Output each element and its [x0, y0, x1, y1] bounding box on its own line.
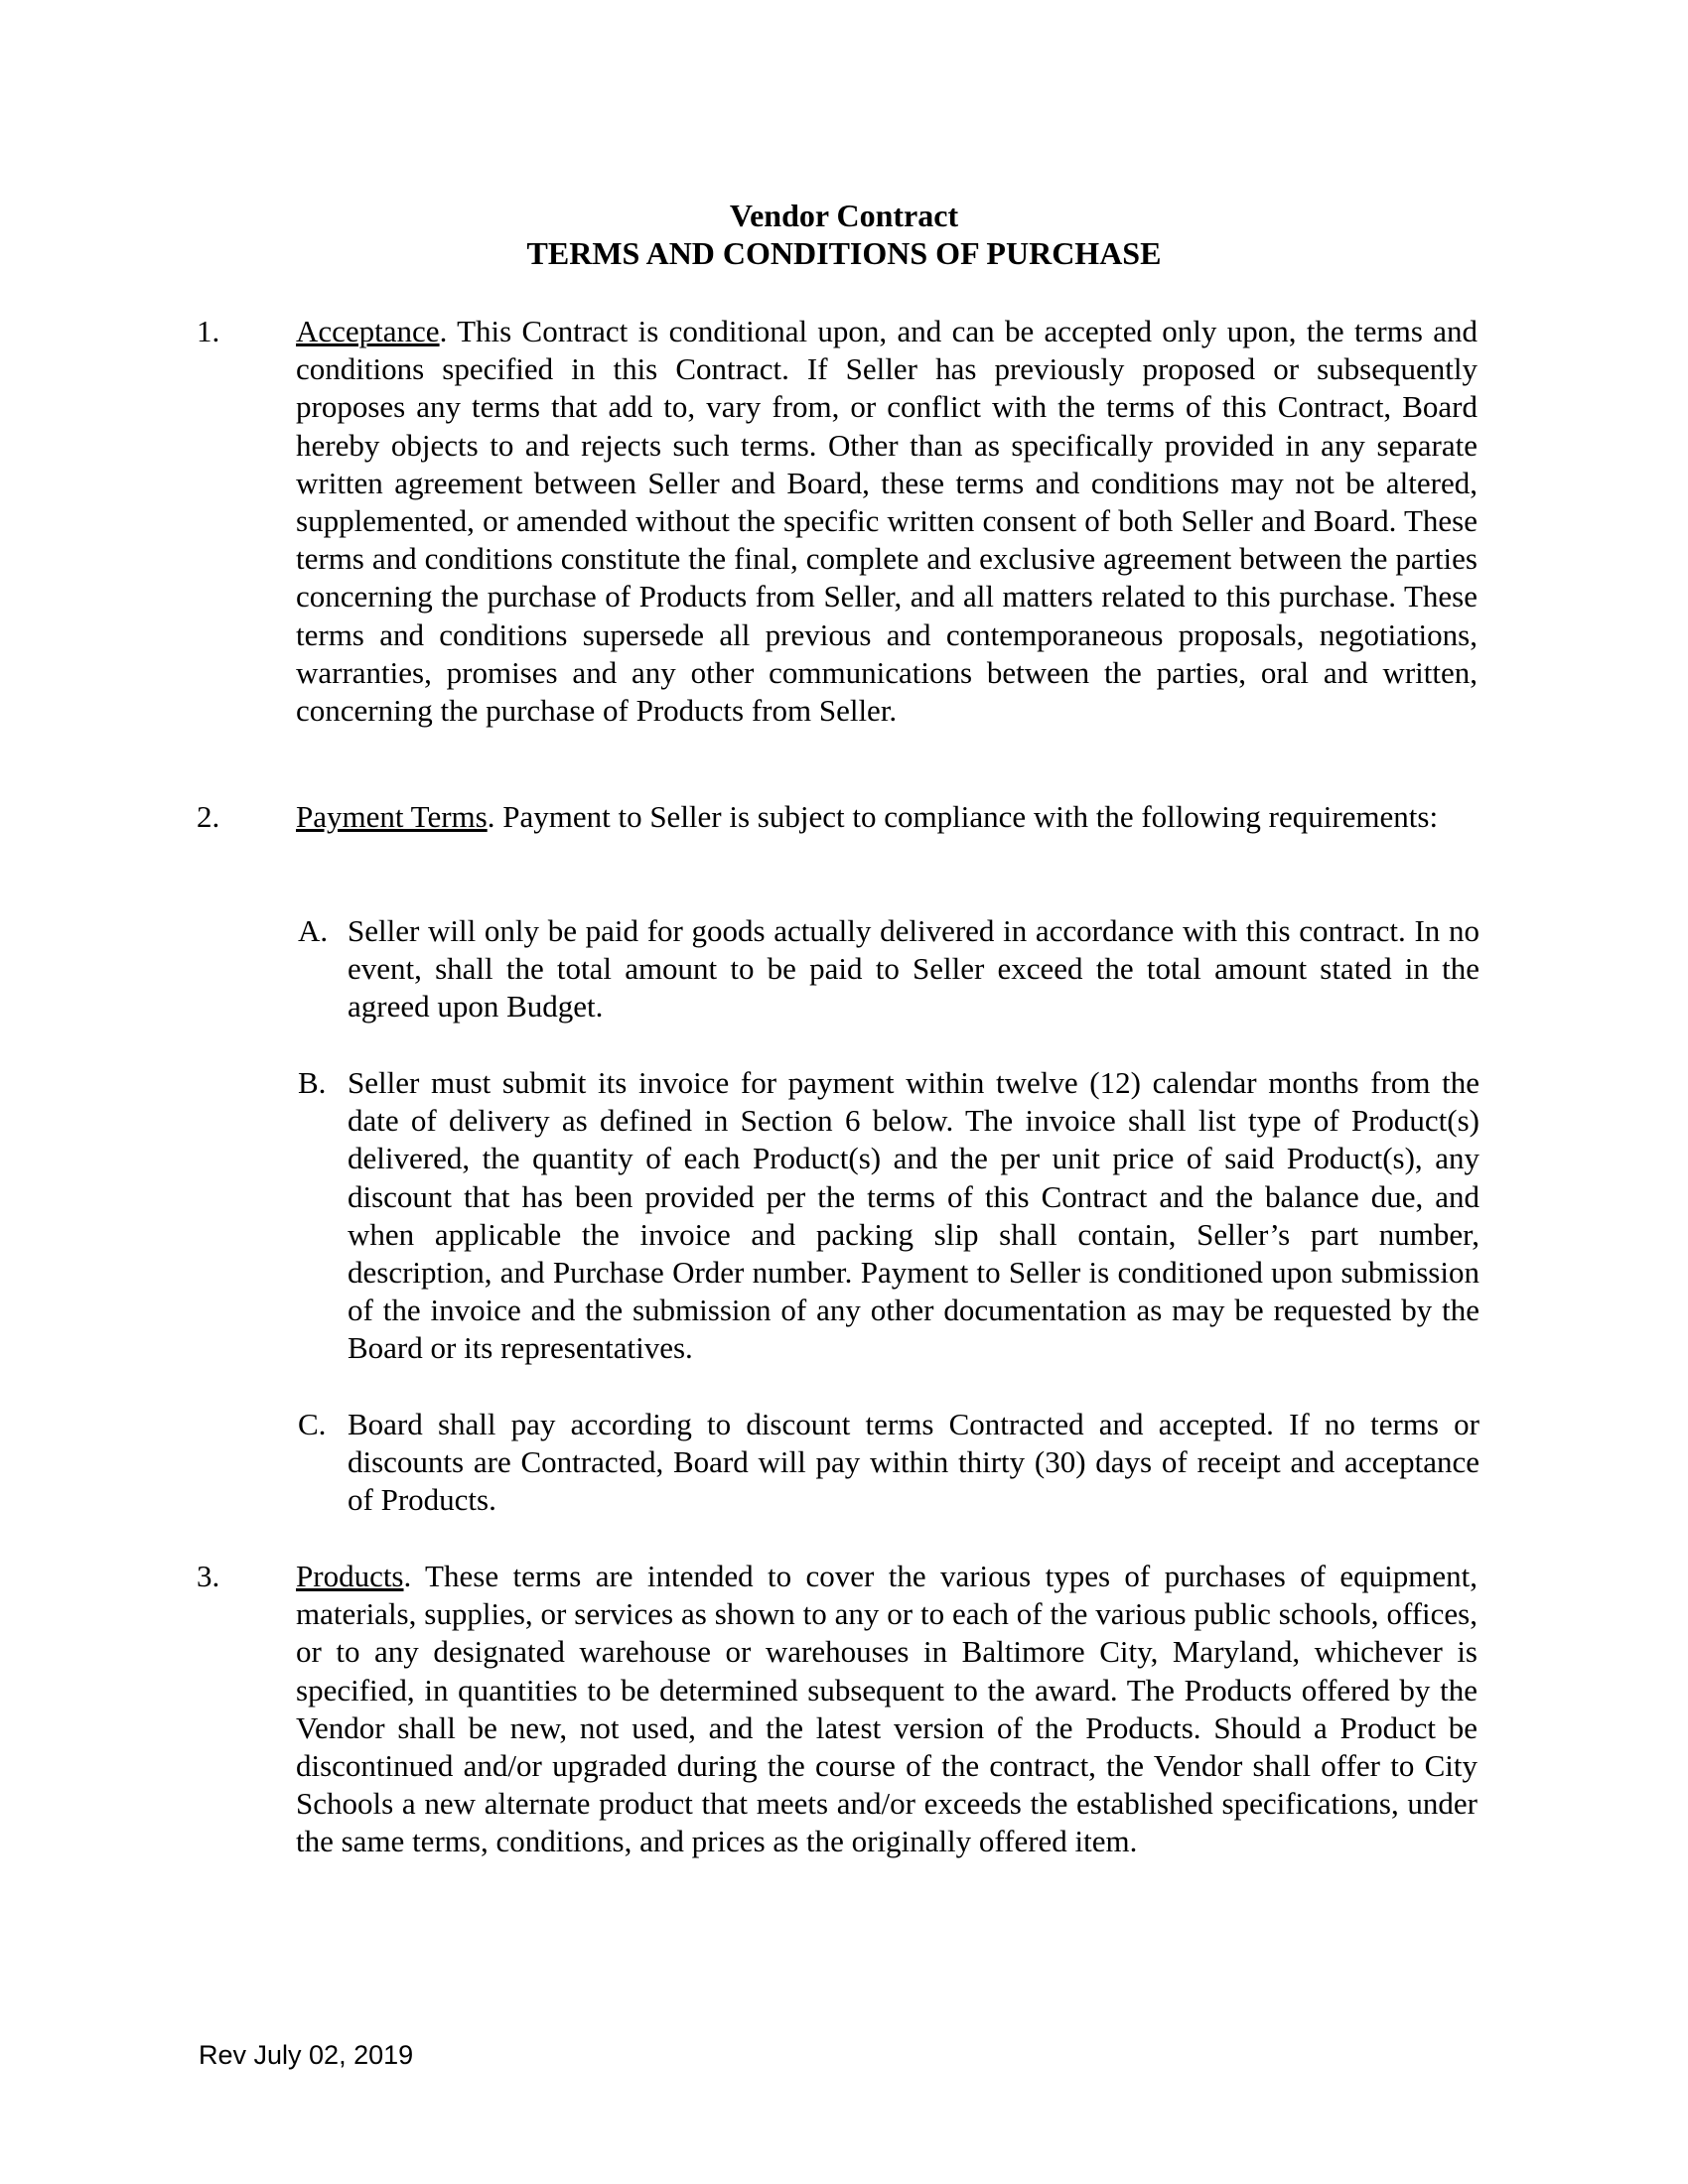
section-text: . This Contract is conditional upon, and can be accepted only upon, the terms and conditions specified in this Contract. If Seller has previously proposed or subsequently proposes any terms that add to, vary from, or conflict with the terms of this Contract, Board hereby objects to and rejects such terms. Other than as specifically provided in any separate written agreement between Seller and Board, these terms and conditions may not be altered, supplemented, or amended without the specific written consent of both Seller and Board. These terms and conditions constitute the final, complete and exclusive agreement between the parties concerning the purchase of Products from Seller, and all matters related to this purchase. These terms and conditions supersede all previous and contemporaneous proposals, negotiations, warranties, promises and any other communications between the parties, oral and written, concerning the purchase of Products from Seller. [296, 314, 1477, 729]
section-number: 2. [197, 799, 220, 834]
section-body [296, 798, 1477, 836]
section-text: . These terms are intended to cover the various types of purchases of equipment, materials, supplies, or services as shown to any or to each of the various public schools, offices, or to any designated warehouse or warehouses in Baltimore City, Maryland, whichever is specified, in quantities to be determined subsequent to the award. The Products offered by the Vendor shall be new, not used, and the latest version of the Products. Should a Product be discontinued and/or upgraded during the course of the contract, the Vendor shall offer to City Schools a new alternate product that meets and/or exceeds the established specifications, under the same terms, conditions, and prices as the originally offered item. [296, 1559, 1477, 1859]
item-text: Seller will only be paid for goods actually delivered in accordance with this contract. In no event, shall the total amount to be paid to Seller exceed the total amount stated in the agreed upon Budget. [348, 913, 1479, 1024]
document-subtitle: TERMS AND CONDITIONS OF PURCHASE [526, 235, 1162, 271]
revision-footer: Rev July 02, 2019 [199, 2040, 414, 2070]
item-letter: C. [298, 1407, 327, 1441]
section-heading: Acceptance [296, 314, 440, 348]
document-title: Vendor Contract [729, 198, 959, 233]
item-letter: B. [298, 1065, 327, 1100]
section-number: 1. [197, 314, 220, 348]
item-letter: A. [298, 913, 329, 948]
section-body [296, 313, 1477, 730]
item-text: Seller must submit its invoice for payment within twelve (12) calendar months from the date of delivery as defined in Section 6 below. The invoice shall list type of Product(s) delivered, the quantity of each Product(s) and the per unit price of said Product(s), any discount that has been provided per the terms of this Contract and the balance due, and when applicable the invoice and packing slip shall contain, Seller’s part number, description, and Purchase Order number. Payment to Seller is conditioned upon submission of the invoice and the submission of any other documentation as may be requested by the Board or its representatives. [348, 1065, 1479, 1366]
section-body [296, 1558, 1477, 1861]
item-text: Board shall pay according to discount terms Contracted and accepted. If no terms or discounts are Contracted, Board will pay within thirty (30) days of receipt and acceptance of Products. [348, 1407, 1479, 1518]
section-heading: Products [296, 1559, 404, 1593]
section-text: . Payment to Seller is subject to compliance with the following requirements: [487, 799, 1439, 834]
section-heading: Payment Terms [296, 799, 488, 834]
section-number: 3. [197, 1559, 220, 1593]
document-header [0, 197, 1688, 272]
